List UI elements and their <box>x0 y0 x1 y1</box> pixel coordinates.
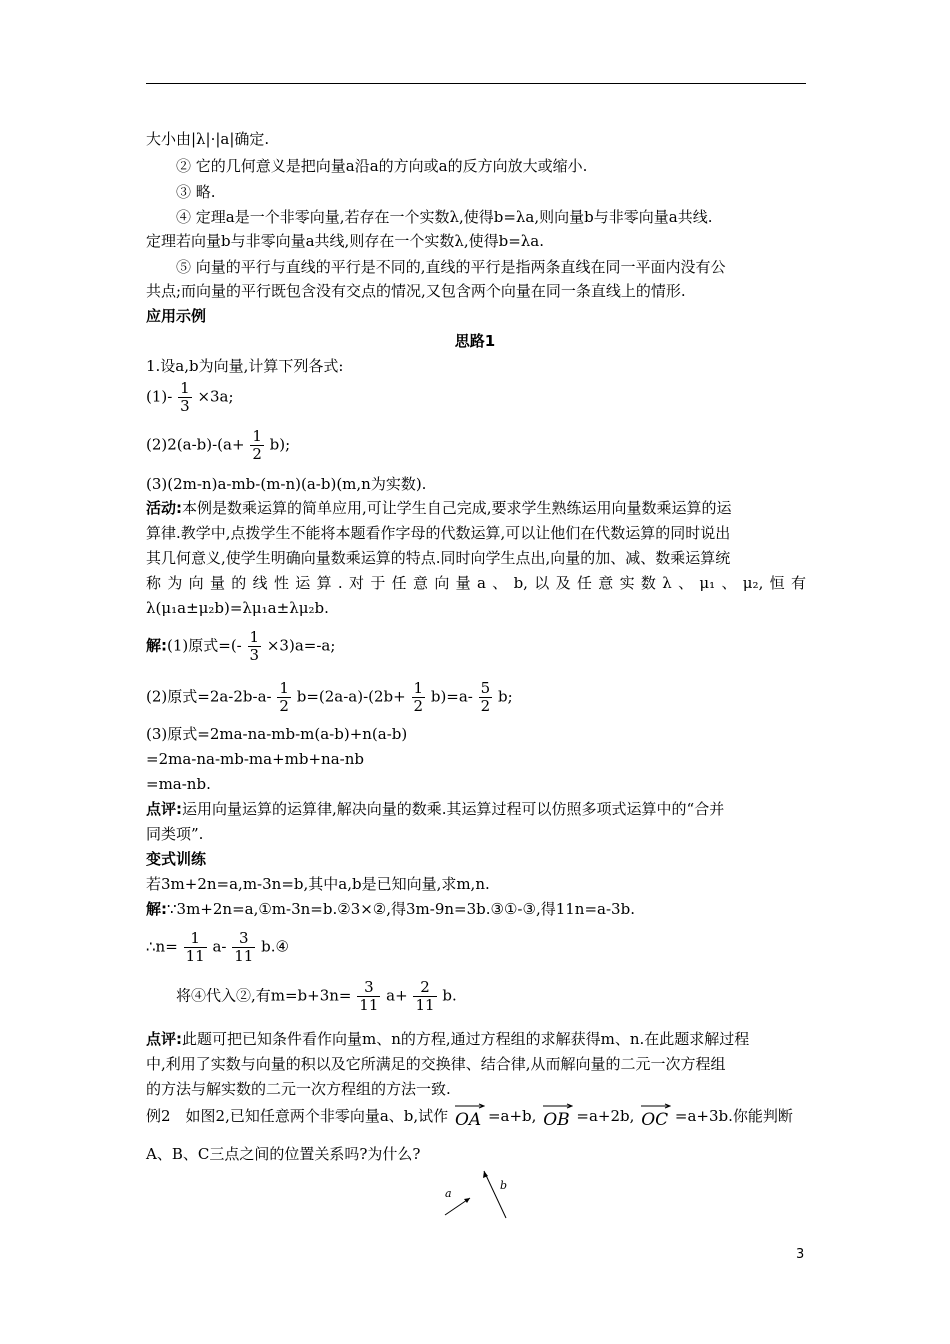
question-text: 1.设a,b为向量,计算下列各式: <box>146 357 344 375</box>
paragraph-line <box>146 798 724 820</box>
paragraph-line <box>146 497 732 519</box>
label: 解: <box>146 900 167 918</box>
math-line: (3)(2m-n)a-mb-(m-n)(a-b)(m,n为实数). <box>146 475 427 493</box>
text-span: 例2 如图2,已知任意两个非零向量a、b,试作 <box>146 1107 449 1125</box>
text-span: b); <box>269 435 291 454</box>
vector-label: OC <box>641 1110 669 1130</box>
fraction <box>357 979 380 1014</box>
text-line: 定理若向量b与非零向量a共线,则存在一个实数λ,使得b=λa. <box>146 232 544 250</box>
text-span: (1)- <box>146 387 173 406</box>
math-line <box>146 380 234 415</box>
math-line: =ma-nb. <box>146 775 211 793</box>
text-line: ② 它的几何意义是把向量a沿a的方向或a的反方向放大或缩小. <box>176 157 588 175</box>
text-span: ×3)a=-a; <box>266 636 336 655</box>
math-line <box>146 898 635 920</box>
denominator: 2 <box>252 445 262 463</box>
numerator: 1 <box>184 930 207 948</box>
fraction <box>178 380 192 415</box>
vector-figure <box>440 1165 520 1225</box>
text-span: 将④代入②,有m=b+3n= <box>176 986 352 1005</box>
denominator: 11 <box>234 947 254 965</box>
text-span: ×3a; <box>197 387 234 406</box>
vector-b-label: b <box>500 1179 508 1192</box>
text-span: a+ <box>386 986 408 1005</box>
math-line <box>146 930 289 965</box>
example-line: A、B、C三点之间的位置关系吗?为什么? <box>146 1145 421 1163</box>
vector-label: OB <box>543 1110 570 1130</box>
paragraph-line: λ(μ₁a±μ₂b)=λμ₁a±λμ₂b. <box>146 599 329 617</box>
text-span: b=(2a-a)-(2b+ <box>296 687 406 706</box>
paragraph-line: 同类项”. <box>146 825 204 843</box>
text-span: 此题可把已知条件看作向量m、n的方程,通过方程组的求解获得m、n.在此题求解过程 <box>182 1030 750 1048</box>
vector-arrow-icon <box>641 1103 671 1109</box>
text-span: 运用向量运算的运算律,解决向量的数乘.其运算过程可以仿照多项式运算中的“合并 <box>182 800 725 818</box>
text-span: =a+3b.你能判断 <box>674 1107 793 1125</box>
denominator: 2 <box>413 697 424 715</box>
label: 解: <box>146 636 167 655</box>
text-line: ③ 略. <box>176 183 216 201</box>
paragraph-line: 称为向量的线性运算.对于任意向量a、b,以及任意实数λ、μ₁、μ₂,恒有 <box>146 574 806 592</box>
vector-oc <box>641 1103 668 1131</box>
numerator: 1 <box>413 679 424 697</box>
vector-ob <box>543 1103 569 1131</box>
fraction <box>248 629 262 664</box>
numerator: 5 <box>480 679 491 697</box>
section-heading: 变式训练 <box>146 850 207 868</box>
denominator: 11 <box>359 996 379 1014</box>
fraction <box>479 680 493 715</box>
text-line: 共点;而向量的平行既包含没有交点的情况,又包含两个向量在同一条直线上的情形. <box>146 282 686 300</box>
vector-a-label: a <box>445 1187 452 1200</box>
text-span: 本例是数乘运算的简单应用,可让学生自己完成,要求学生熟练运用向量数乘运算的运 <box>182 499 732 517</box>
denominator: 2 <box>480 697 491 715</box>
denominator: 11 <box>415 996 435 1014</box>
text-span: ∵3m+2n=a,①m-3n=b.②3×②,得3m-9n=3b.③①-③,得11n=a-3b. <box>167 900 635 918</box>
numerator: 3 <box>357 979 380 997</box>
fraction <box>413 979 436 1014</box>
label: 点评: <box>146 1030 182 1048</box>
paragraph-line: 的方法与解实数的二元一次方程组的方法一致. <box>146 1080 451 1098</box>
text-span: =a+2b, <box>576 1107 635 1125</box>
text-span: (2)原式=2a-2b-a- <box>146 687 272 706</box>
numerator: 1 <box>249 628 260 646</box>
vector-arrow-icon <box>455 1103 485 1109</box>
text-line: ⑤ 向量的平行与直线的平行是不同的,直线的平行是指两条直线在同一平面内没有公 <box>176 258 726 276</box>
paragraph-line: 中,利用了实数与向量的积以及它所满足的交换律、结合律,从而解向量的二元一次方程组 <box>146 1055 726 1073</box>
numerator: 1 <box>180 379 190 397</box>
example-line <box>146 1103 793 1131</box>
denominator: 3 <box>249 646 260 664</box>
math-line: =2ma-na-mb-ma+mb+na-nb <box>146 750 364 768</box>
vector-a-arrowhead-icon <box>464 1198 470 1203</box>
header-rule <box>146 83 806 84</box>
label: 点评: <box>146 800 182 818</box>
denominator: 3 <box>180 397 190 415</box>
fraction <box>412 680 426 715</box>
vector-label: OA <box>454 1110 482 1130</box>
question-text: 若3m+2n=a,m-3n=b,其中a,b是已知向量,求m,n. <box>146 875 490 893</box>
text-line: ④ 定理a是一个非零向量,若存在一个实数λ,使得b=λa,则向量b与非零向量a共线. <box>176 208 713 226</box>
text-span: b; <box>498 687 513 706</box>
fraction <box>232 930 255 965</box>
numerator: 1 <box>252 427 262 445</box>
math-line: (3)原式=2ma-na-mb-m(a-b)+n(a-b) <box>146 725 408 743</box>
numerator: 1 <box>279 679 289 697</box>
subsection-heading: 思路1 <box>454 332 496 350</box>
text-span: b. <box>442 986 457 1005</box>
text-span: a- <box>212 937 227 956</box>
section-heading: 应用示例 <box>146 307 207 325</box>
denominator: 2 <box>279 697 289 715</box>
paragraph-line <box>146 1028 749 1050</box>
math-line <box>146 428 290 463</box>
numerator: 2 <box>413 979 436 997</box>
text-span: b)=a- <box>430 687 473 706</box>
math-line <box>146 680 513 715</box>
vector-arrow-icon <box>543 1103 573 1109</box>
fraction <box>277 680 291 715</box>
math-line <box>176 979 457 1014</box>
paragraph-line: 算律.教学中,点拨学生不能将本题看作字母的代数运算,可以让他们在代数运算的同时说出 <box>146 524 731 542</box>
denominator: 11 <box>185 947 205 965</box>
paragraph-line: 其几何意义,使学生明确向量数乘运算的特点.同时向学生点出,向量的加、减、数乘运算统 <box>146 549 731 567</box>
fraction <box>250 428 264 463</box>
text-span: (2)2(a-b)-(a+ <box>146 435 245 454</box>
text-span: (1)原式=(- <box>167 636 242 655</box>
label: 活动: <box>146 499 182 517</box>
text-span: b.④ <box>261 937 289 956</box>
fraction <box>184 930 207 965</box>
text-line: 大小由|λ|·|a|确定. <box>146 130 270 148</box>
math-line <box>146 629 335 664</box>
page-number: 3 <box>796 1247 805 1262</box>
vector-oa <box>455 1103 481 1131</box>
text-span: =a+b, <box>487 1107 537 1125</box>
numerator: 3 <box>232 930 255 948</box>
text-span: ∴n= <box>146 937 178 956</box>
